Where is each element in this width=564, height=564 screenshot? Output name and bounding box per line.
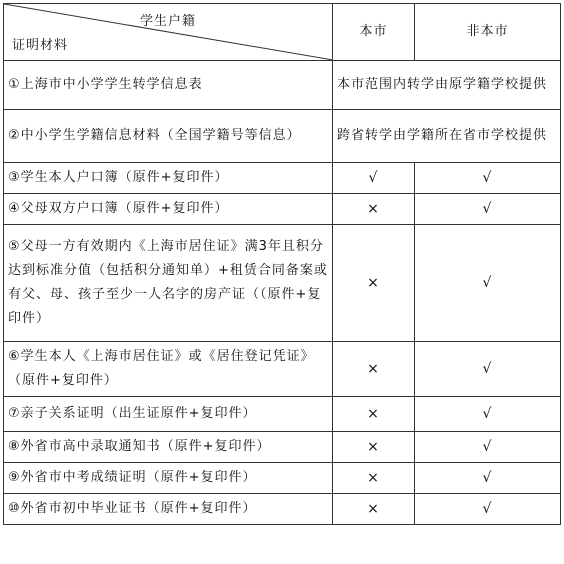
header-row — [4, 4, 561, 61]
document-label: ⑧外省市高中录取通知书（原件+复印件） — [4, 432, 333, 463]
local-mark: × — [333, 225, 415, 342]
local-mark: × — [333, 397, 415, 432]
document-label: ④父母双方户口簿（原件+复印件） — [4, 194, 333, 225]
table-row — [4, 163, 561, 194]
table-row — [4, 110, 561, 163]
local-column-header: 本市 — [333, 4, 415, 61]
local-mark: √ — [333, 163, 415, 194]
nonlocal-mark: √ — [415, 342, 561, 397]
table-row — [4, 194, 561, 225]
table-row — [4, 61, 561, 110]
diagonal-header-cell — [4, 4, 333, 61]
document-label: ⑥学生本人《上海市居住证》或《居住登记凭证》（原件+复印件） — [4, 342, 333, 397]
document-label: ②中小学生学籍信息材料（全国学籍号等信息） — [4, 110, 333, 163]
documents-table — [3, 3, 561, 525]
document-label: ⑩外省市初中毕业证书（原件+复印件） — [4, 494, 333, 525]
local-mark: × — [333, 463, 415, 494]
nonlocal-column-header: 非本市 — [415, 4, 561, 61]
nonlocal-mark: √ — [415, 494, 561, 525]
nonlocal-mark: √ — [415, 194, 561, 225]
documents-label: 证明材料 — [12, 38, 69, 53]
household-type-label: 学生户籍 — [139, 14, 196, 29]
table-row — [4, 225, 561, 342]
nonlocal-mark: √ — [415, 225, 561, 342]
local-mark: × — [333, 432, 415, 463]
document-label: ⑨外省市中考成绩证明（原件+复印件） — [4, 463, 333, 494]
nonlocal-mark: √ — [415, 463, 561, 494]
nonlocal-mark: √ — [415, 432, 561, 463]
merged-note: 跨省转学由学籍所在省市学校提供 — [333, 110, 561, 163]
local-mark: × — [333, 342, 415, 397]
table-row — [4, 342, 561, 397]
local-mark: × — [333, 494, 415, 525]
document-label: ⑦亲子关系证明（出生证原件+复印件） — [4, 397, 333, 432]
document-label: ③学生本人户口簿（原件+复印件） — [4, 163, 333, 194]
nonlocal-mark: √ — [415, 397, 561, 432]
table-row — [4, 397, 561, 432]
merged-note: 本市范围内转学由原学籍学校提供 — [333, 61, 561, 110]
table-row — [4, 432, 561, 463]
document-label: ⑤父母一方有效期内《上海市居住证》满3年且积分达到标准分值（包括积分通知单）+租赁合同备案或有父、母、孩子至少一人名字的房产证（（原件+复印件） — [4, 225, 333, 342]
table-row — [4, 463, 561, 494]
document-label: ①上海市中小学学生转学信息表 — [4, 61, 333, 110]
local-mark: × — [333, 194, 415, 225]
table-row — [4, 494, 561, 525]
nonlocal-mark: √ — [415, 163, 561, 194]
